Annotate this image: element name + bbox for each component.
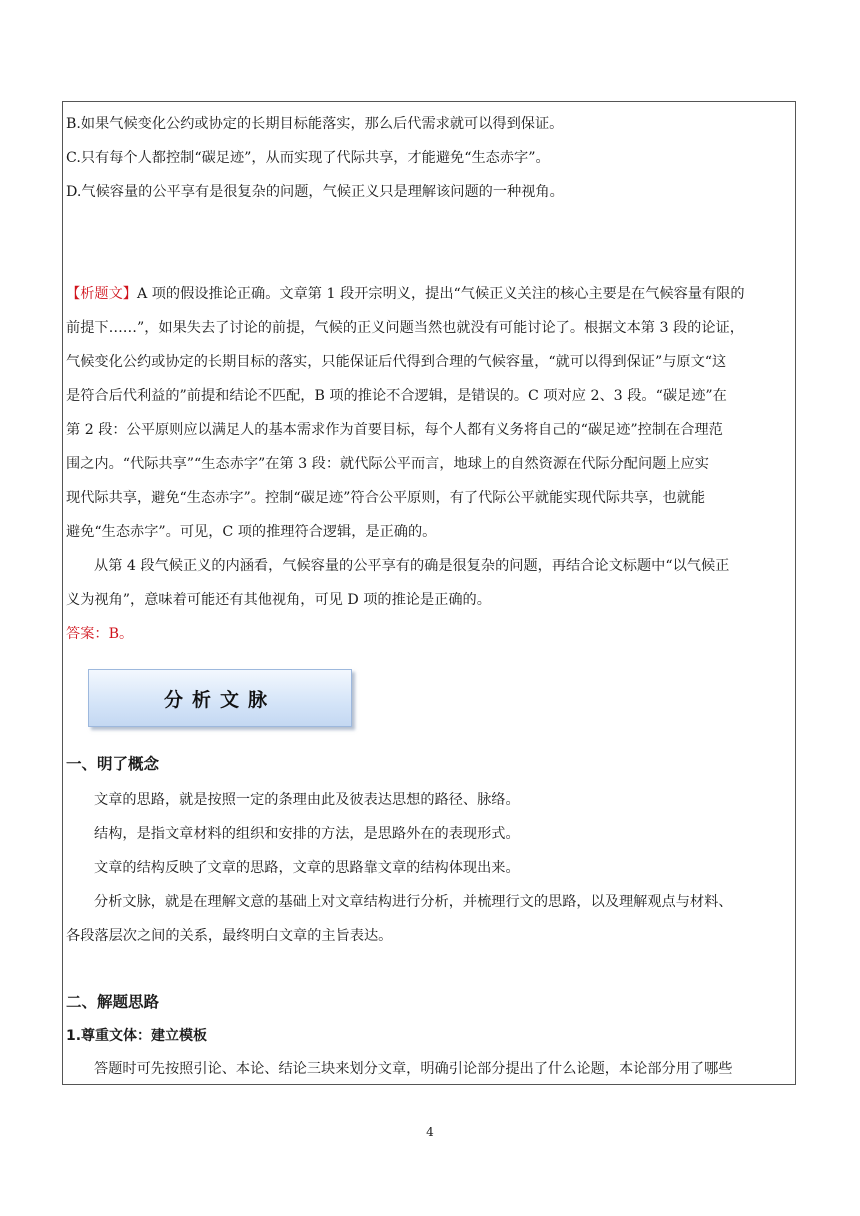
concept-line-1: 文章的思路，就是按照一定的条理由此及彼表达思想的路径、脉络。: [94, 792, 520, 808]
analysis-line-8: 避免“生态赤字”。可见，C 项的推理符合逻辑，是正确的。: [66, 524, 437, 540]
approach-heading: 二、解题思路: [66, 993, 160, 1011]
analysis-line-5: 第 2 段：公平原则应以满足人的基本需求作为首要目标，每个人都有义务将自己的“碳足迹”控制在合理范: [66, 422, 723, 438]
concept-line-3: 文章的结构反映了文章的思路，文章的思路靠文章的结构体现出来。: [94, 860, 520, 876]
approach-line: 答题时可先按照引论、本论、结论三块来划分文章，明确引论部分提出了什么论题，本论部分用了哪些: [94, 1061, 733, 1077]
option-b: B.如果气候变化公约或协定的长期目标能落实，那么后代需求就可以得到保证。: [66, 116, 564, 132]
analysis-line-3: 气候变化公约或协定的长期目标的落实，只能保证后代得到合理的气候容量，“就可以得到保证”与原文“这: [66, 354, 727, 370]
option-c: C.只有每个人都控制“碳足迹”，从而实现了代际共享，才能避免“生态赤字”。: [66, 150, 550, 166]
concept-line-4: 分析文脉，就是在理解文意的基础上对文章结构进行分析，并梳理行文的思路，以及理解观点与材料、: [94, 894, 733, 910]
analysis-line-6: 围之内。“代际共享”“生态赤字”在第 3 段：就代际公平而言，地球上的自然资源在代际分配问题上应实: [66, 456, 709, 472]
option-d: D.气候容量的公平享有是很复杂的问题，气候正义只是理解该问题的一种视角。: [66, 184, 564, 200]
concept-line-5: 各段落层次之间的关系，最终明白文章的主旨表达。: [66, 928, 393, 944]
analysis-line-1: 【析题文】A 项的假设推论正确。文章第 1 段开宗明义，提出“气候正义关注的核心主要是在气候容量有限的: [66, 286, 745, 302]
analysis-para2-line-2: 义为视角”，意味着可能还有其他视角，可见 D 项的推论是正确的。: [66, 592, 491, 608]
analysis-tag: 【析题文】: [66, 286, 137, 302]
analysis-para2-line-1: 从第 4 段气候正义的内涵看，气候容量的公平享有的确是很复杂的问题，再结合论文标题中“以气候正: [94, 558, 730, 574]
concept-line-2: 结构，是指文章材料的组织和安排的方法，是思路外在的表现形式。: [94, 826, 520, 842]
analysis-line-7: 现代际共享，避免“生态赤字”。控制“碳足迹”符合公平原则，有了代际公平就能实现代际共享，也就能: [66, 490, 706, 506]
answer: 答案：B。: [66, 626, 134, 642]
section-title-box: [88, 669, 352, 727]
approach-subheading: 1.尊重文体：建立模板: [66, 1028, 208, 1044]
concept-heading: 一、明了概念: [66, 755, 160, 773]
analysis-line-4: 是符合后代利益的”前提和结论不匹配，B 项的推论不合逻辑，是错误的。C 项对应 2、3 段。“碳足迹”在: [66, 388, 727, 404]
page-number: 4: [426, 1125, 434, 1139]
analysis-line-2: 前提下……”，如果失去了讨论的前提，气候的正义问题当然也就没有可能讨论了。根据文本第 3 段的论证，: [66, 320, 744, 336]
section-title: 分析文脉: [163, 689, 276, 711]
